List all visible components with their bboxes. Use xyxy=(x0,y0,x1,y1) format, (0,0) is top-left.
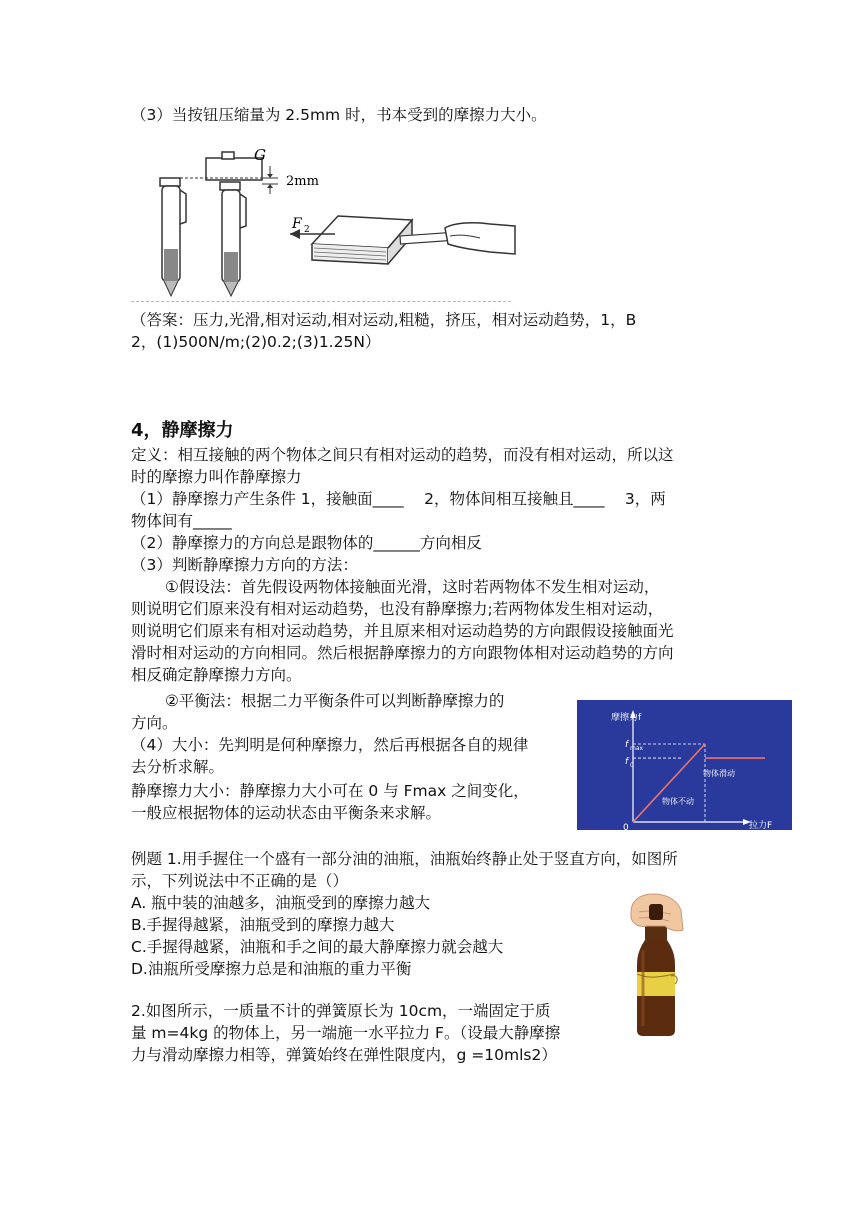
weight-label: G xyxy=(254,146,266,164)
dimension-label: 2mm xyxy=(286,174,319,189)
method-1-line-4: 滑时相对运动的方向相同。然后根据静摩擦力的方向跟物体相对运动趋势的方向 xyxy=(131,644,674,662)
oil-bottle-figure xyxy=(625,890,695,1036)
oil-bottle-icon xyxy=(637,918,677,1036)
y-axis-label: 摩擦力f xyxy=(611,713,642,723)
answer-line-2: 2，(1)500N/m;(2)0.2;(3)1.25N） xyxy=(131,333,381,351)
book-icon xyxy=(312,216,412,264)
figure-divider xyxy=(131,301,511,302)
example-1-question-line-1: 例题 1.用手握住一个盛有一部分油的油瓶，油瓶始终静止处于竖直方向，如图所 xyxy=(131,850,678,868)
example-1-option-c: C.手握得越紧，油瓶和手之间的最大静摩擦力就会越大 xyxy=(131,938,504,956)
definition-line-2: 时的摩擦力叫作静摩擦力 xyxy=(131,468,302,486)
chart-background xyxy=(577,700,792,830)
condition-3: （3）判断静摩擦力方向的方法： xyxy=(131,556,358,574)
example-2-line-3: 力与滑动摩擦力相等，弹簧始终在弹性限度内，g =10mls2） xyxy=(131,1046,557,1064)
method-2-line-2: 方向。 xyxy=(131,714,178,732)
origin-label: 0 xyxy=(623,823,629,830)
hand-icon xyxy=(445,223,515,254)
condition-1-line-2: 物体间有_____ xyxy=(131,512,232,530)
x-axis-label: 拉力F xyxy=(749,821,773,830)
method-2-line-1: ②平衡法：根据二力平衡条件可以判断静摩擦力的 xyxy=(165,692,505,710)
force-f2-label: F xyxy=(292,216,302,232)
f0-tick-subscript: 0 xyxy=(630,762,634,769)
condition-1-line-1: （1）静摩擦力产生条件 1，接触面____ 2，物体间相互接触且____ 3，两 xyxy=(131,490,666,508)
static-annotation: 物体不动 xyxy=(662,797,694,806)
example-1-question-line-2: 示，下列说法中不正确的是（） xyxy=(131,872,349,890)
fmax-tick-label: f xyxy=(625,740,629,750)
condition-2: （2）静摩擦力的方向总是跟物体的______方向相反 xyxy=(131,534,482,552)
example-2-line-2: 量 m=4kg 的物体上，另一端施一水平拉力 F。（设最大静摩擦 xyxy=(131,1024,561,1042)
pen-left-icon xyxy=(160,178,186,296)
friction-chart xyxy=(577,700,792,830)
example-2-line-1: 2.如图所示，一质量不计的弹簧原长为 10cm，一端固定于质 xyxy=(131,1002,551,1020)
method-1-line-2: 则说明它们原来没有相对运动趋势，也没有静摩擦力;若两物体发生相对运动， xyxy=(131,600,664,618)
sliding-annotation: 物体滑动 xyxy=(703,769,735,778)
f0-tick-label: f xyxy=(625,757,629,767)
force-f2-subscript: 2 xyxy=(304,225,310,235)
hand-icon xyxy=(631,894,683,931)
method-1-line-1: ①假设法：首先假设两物体接触面光滑，这时若两物体不发生相对运动， xyxy=(165,578,660,596)
section-heading: 4，静摩擦力 xyxy=(131,420,234,441)
static-size-line-2: 一般应根据物体的运动状态由平衡条来求解。 xyxy=(131,804,442,822)
answer-line-1: （答案：压力,光滑,相对运动,相对运动,粗糙，挤压，相对运动趋势，1，B xyxy=(131,311,637,329)
method-1-line-5: 相反确定静摩擦力方向。 xyxy=(131,666,302,684)
example-1-option-d: D.油瓶所受摩擦力总是和油瓶的重力平衡 xyxy=(131,960,412,978)
static-size-line-1: 静摩擦力大小：静摩擦力大小可在 0 与 Fmax 之间变化， xyxy=(131,782,529,800)
question-3-text: （3）当按钮压缩量为 2.5mm 时，书本受到的摩擦力大小。 xyxy=(131,106,547,124)
method-1-line-3: 则说明它们原来有相对运动趋势，并且原来相对运动趋势的方向跟假设接触面光 xyxy=(131,622,674,640)
pen-book-figure xyxy=(150,144,520,304)
size-line-1: （4）大小：先判明是何种摩擦力，然后再根据各自的规律 xyxy=(131,736,529,754)
example-1-option-a: A. 瓶中装的油越多，油瓶受到的摩擦力越大 xyxy=(131,894,431,912)
example-1-option-b: B.手握得越紧，油瓶受到的摩擦力越大 xyxy=(131,916,395,934)
definition-line-1: 定义：相互接触的两个物体之间只有相对运动的趋势，而没有相对运动，所以这 xyxy=(131,446,674,464)
pen-right-icon xyxy=(206,152,262,296)
fmax-tick-subscript: max xyxy=(630,745,644,752)
size-line-2: 去分析求解。 xyxy=(131,758,225,776)
